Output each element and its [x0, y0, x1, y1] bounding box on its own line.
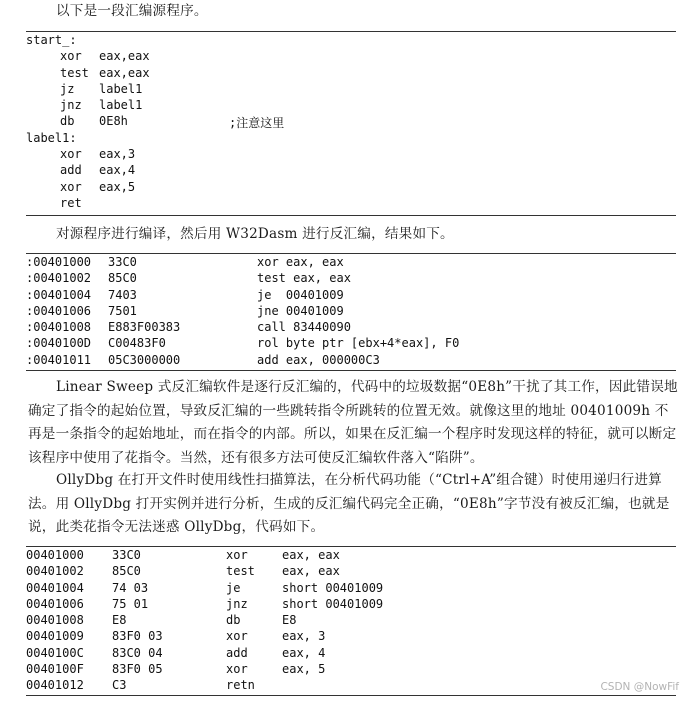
listing-instruction: add eax, 000000C3	[257, 352, 380, 367]
listing-mnemonic: jnz	[226, 596, 248, 611]
source-line	[26, 33, 676, 49]
listing-address: :0040100D	[26, 336, 92, 351]
listing-operands: E8	[282, 613, 297, 628]
listing-bytes: 7403	[108, 287, 137, 302]
code-operands: eax,eax	[99, 65, 150, 80]
csdn-watermark: CSDN @NowFif	[600, 681, 679, 693]
listing-bytes: 85C0	[112, 564, 141, 579]
listing-bytes: 05C3000000	[108, 352, 181, 367]
listing-mnemonic: xor	[226, 662, 248, 677]
listing-mnemonic: xor	[226, 548, 248, 562]
listing-bytes: 83F0 03	[112, 629, 163, 644]
listing-address: :00401011	[26, 352, 92, 367]
code-operands: 0E8h	[99, 114, 128, 129]
w32dasm-line	[26, 320, 676, 336]
source-line	[26, 98, 676, 114]
source-line	[26, 66, 676, 82]
code-mnemonic: jz	[60, 81, 75, 96]
listing-address: :00401000	[26, 255, 92, 269]
listing-bytes: C3	[112, 678, 127, 693]
listing-bytes: 85C0	[108, 271, 137, 286]
code-mnemonic: xor	[60, 49, 82, 64]
listing-bytes: 83C0 04	[112, 645, 163, 660]
source-line	[26, 163, 676, 179]
listing-address: :00401006	[26, 303, 92, 318]
listing-address: :00401008	[26, 320, 92, 335]
listing-operands: eax, 4	[282, 645, 326, 660]
code-comment: ;注意这里	[229, 116, 285, 131]
code-mnemonic: ret	[60, 195, 82, 210]
ollydbg-paragraph: OllyDbg 在打开文件时使用线性扫描算法，在分析代码功能（“Ctrl+A”组合键）时使用递归行进算法。用 OllyDbg 打开实例并进行分析，生成的反汇编代码完全正确，“0E8h”字节没有被反汇编，也就是说，此类花指令无法迷惑 OllyDbg，代码如下。	[28, 472, 670, 535]
source-line	[26, 131, 676, 147]
listing-address: 00401000	[26, 548, 84, 562]
listing-address: 00401006	[26, 596, 84, 611]
listing-mnemonic: add	[226, 645, 248, 660]
ollydbg-line	[26, 613, 676, 629]
ollydbg-line	[26, 564, 676, 580]
code-mnemonic: xor	[60, 179, 82, 194]
ollydbg-line	[26, 678, 676, 694]
ollydbg-line	[26, 597, 676, 613]
code-operands: label1	[99, 98, 143, 113]
listing-operands: eax, 5	[282, 662, 326, 677]
code-operands: eax,4	[99, 163, 136, 178]
ollydbg-line	[26, 548, 676, 564]
source-block-top-rule	[26, 31, 676, 32]
code-operands: eax,5	[99, 179, 136, 194]
listing-address: 00401008	[26, 613, 84, 628]
listing-address: 00401012	[26, 678, 84, 693]
listing-address: :00401004	[26, 287, 92, 302]
listing-mnemonic: retn	[226, 678, 255, 693]
source-line	[26, 49, 676, 65]
listing-bytes: 75 01	[112, 596, 149, 611]
listing-instruction: xor eax, eax	[257, 255, 344, 269]
code-operands: eax,3	[99, 147, 136, 162]
w32dasm-block-top-rule	[26, 253, 676, 254]
listing-address: 0040100C	[26, 645, 84, 660]
w32dasm-block-bottom-rule	[26, 370, 676, 371]
w32dasm-line	[26, 288, 676, 304]
linear-sweep-paragraph: Linear Sweep 式反汇编软件是逐行反汇编的，代码中的垃圾数据“0E8h”干扰了其工作，因此错误地确定了指令的起始位置，导致反汇编的一些跳转指令所跳转的位置无效。就像这里的地址 00401009h 不再是一条指令的起始地址，而在指令的内部。所以，如果在反汇编一个程序时发现这样的特征，就可以断定该程序中使用了花指令。当然，还有很多方法可使反汇编软件落入“陷阱”。	[28, 379, 678, 466]
source-line	[26, 180, 676, 196]
listing-instruction: call 83440090	[257, 320, 351, 335]
listing-operands: short 00401009	[282, 580, 384, 595]
code-mnemonic: test	[60, 65, 89, 80]
listing-operands: short 00401009	[282, 596, 384, 611]
source-line	[26, 82, 676, 98]
ollydbg-line	[26, 581, 676, 597]
code-operands: eax,eax	[99, 49, 150, 64]
ollydbg-line	[26, 646, 676, 662]
listing-bytes: E8	[112, 613, 127, 628]
listing-bytes: 83F0 05	[112, 662, 163, 677]
code-mnemonic: db	[60, 114, 75, 129]
listing-bytes: 33C0	[108, 255, 137, 269]
source-line	[26, 196, 676, 212]
listing-address: 0040100F	[26, 662, 84, 677]
ollydbg-line	[26, 629, 676, 645]
listing-bytes: E883F00383	[108, 320, 181, 335]
listing-address: 00401002	[26, 564, 84, 579]
code-label: start_:	[26, 33, 77, 47]
listing-address: 00401009	[26, 629, 84, 644]
listing-mnemonic: xor	[226, 629, 248, 644]
listing-instruction: je 00401009	[257, 287, 344, 302]
w32dasm-listing	[26, 255, 676, 369]
w32dasm-line	[26, 336, 676, 352]
source-code-block	[26, 33, 676, 212]
w32dasm-line	[26, 304, 676, 320]
listing-bytes: 7501	[108, 303, 137, 318]
ollydbg-block-bottom-rule	[26, 695, 676, 696]
listing-operands: eax, eax	[282, 564, 340, 579]
code-mnemonic: add	[60, 163, 82, 178]
w32dasm-line	[26, 271, 676, 287]
code-label: label1:	[26, 130, 77, 145]
code-mnemonic: jnz	[60, 98, 82, 113]
intro-disasm-text: 对源程序进行编译，然后用 W32Dasm 进行反汇编，结果如下。	[56, 226, 454, 242]
code-operands: label1	[99, 81, 143, 96]
listing-instruction: jne 00401009	[257, 303, 344, 318]
listing-instruction: rol byte ptr [ebx+4*eax], F0	[257, 336, 460, 351]
listing-mnemonic: db	[226, 613, 241, 628]
ollydbg-line	[26, 662, 676, 678]
source-line	[26, 114, 676, 130]
listing-instruction: test eax, eax	[257, 271, 351, 286]
source-line	[26, 147, 676, 163]
listing-operands: eax, eax	[282, 548, 340, 562]
listing-address: :00401002	[26, 271, 92, 286]
intro-source-text: 以下是一段汇编源程序。	[56, 3, 208, 19]
source-block-bottom-rule	[26, 215, 676, 216]
ollydbg-block-top-rule	[26, 546, 676, 547]
listing-mnemonic: test	[226, 564, 255, 579]
code-mnemonic: xor	[60, 147, 82, 162]
listing-bytes: 74 03	[112, 580, 149, 595]
ollydbg-listing	[26, 548, 676, 695]
listing-bytes: 33C0	[112, 548, 141, 562]
listing-bytes: C00483F0	[108, 336, 166, 351]
w32dasm-line	[26, 255, 676, 271]
w32dasm-line	[26, 353, 676, 369]
listing-operands: eax, 3	[282, 629, 326, 644]
listing-address: 00401004	[26, 580, 84, 595]
listing-mnemonic: je	[226, 580, 241, 595]
